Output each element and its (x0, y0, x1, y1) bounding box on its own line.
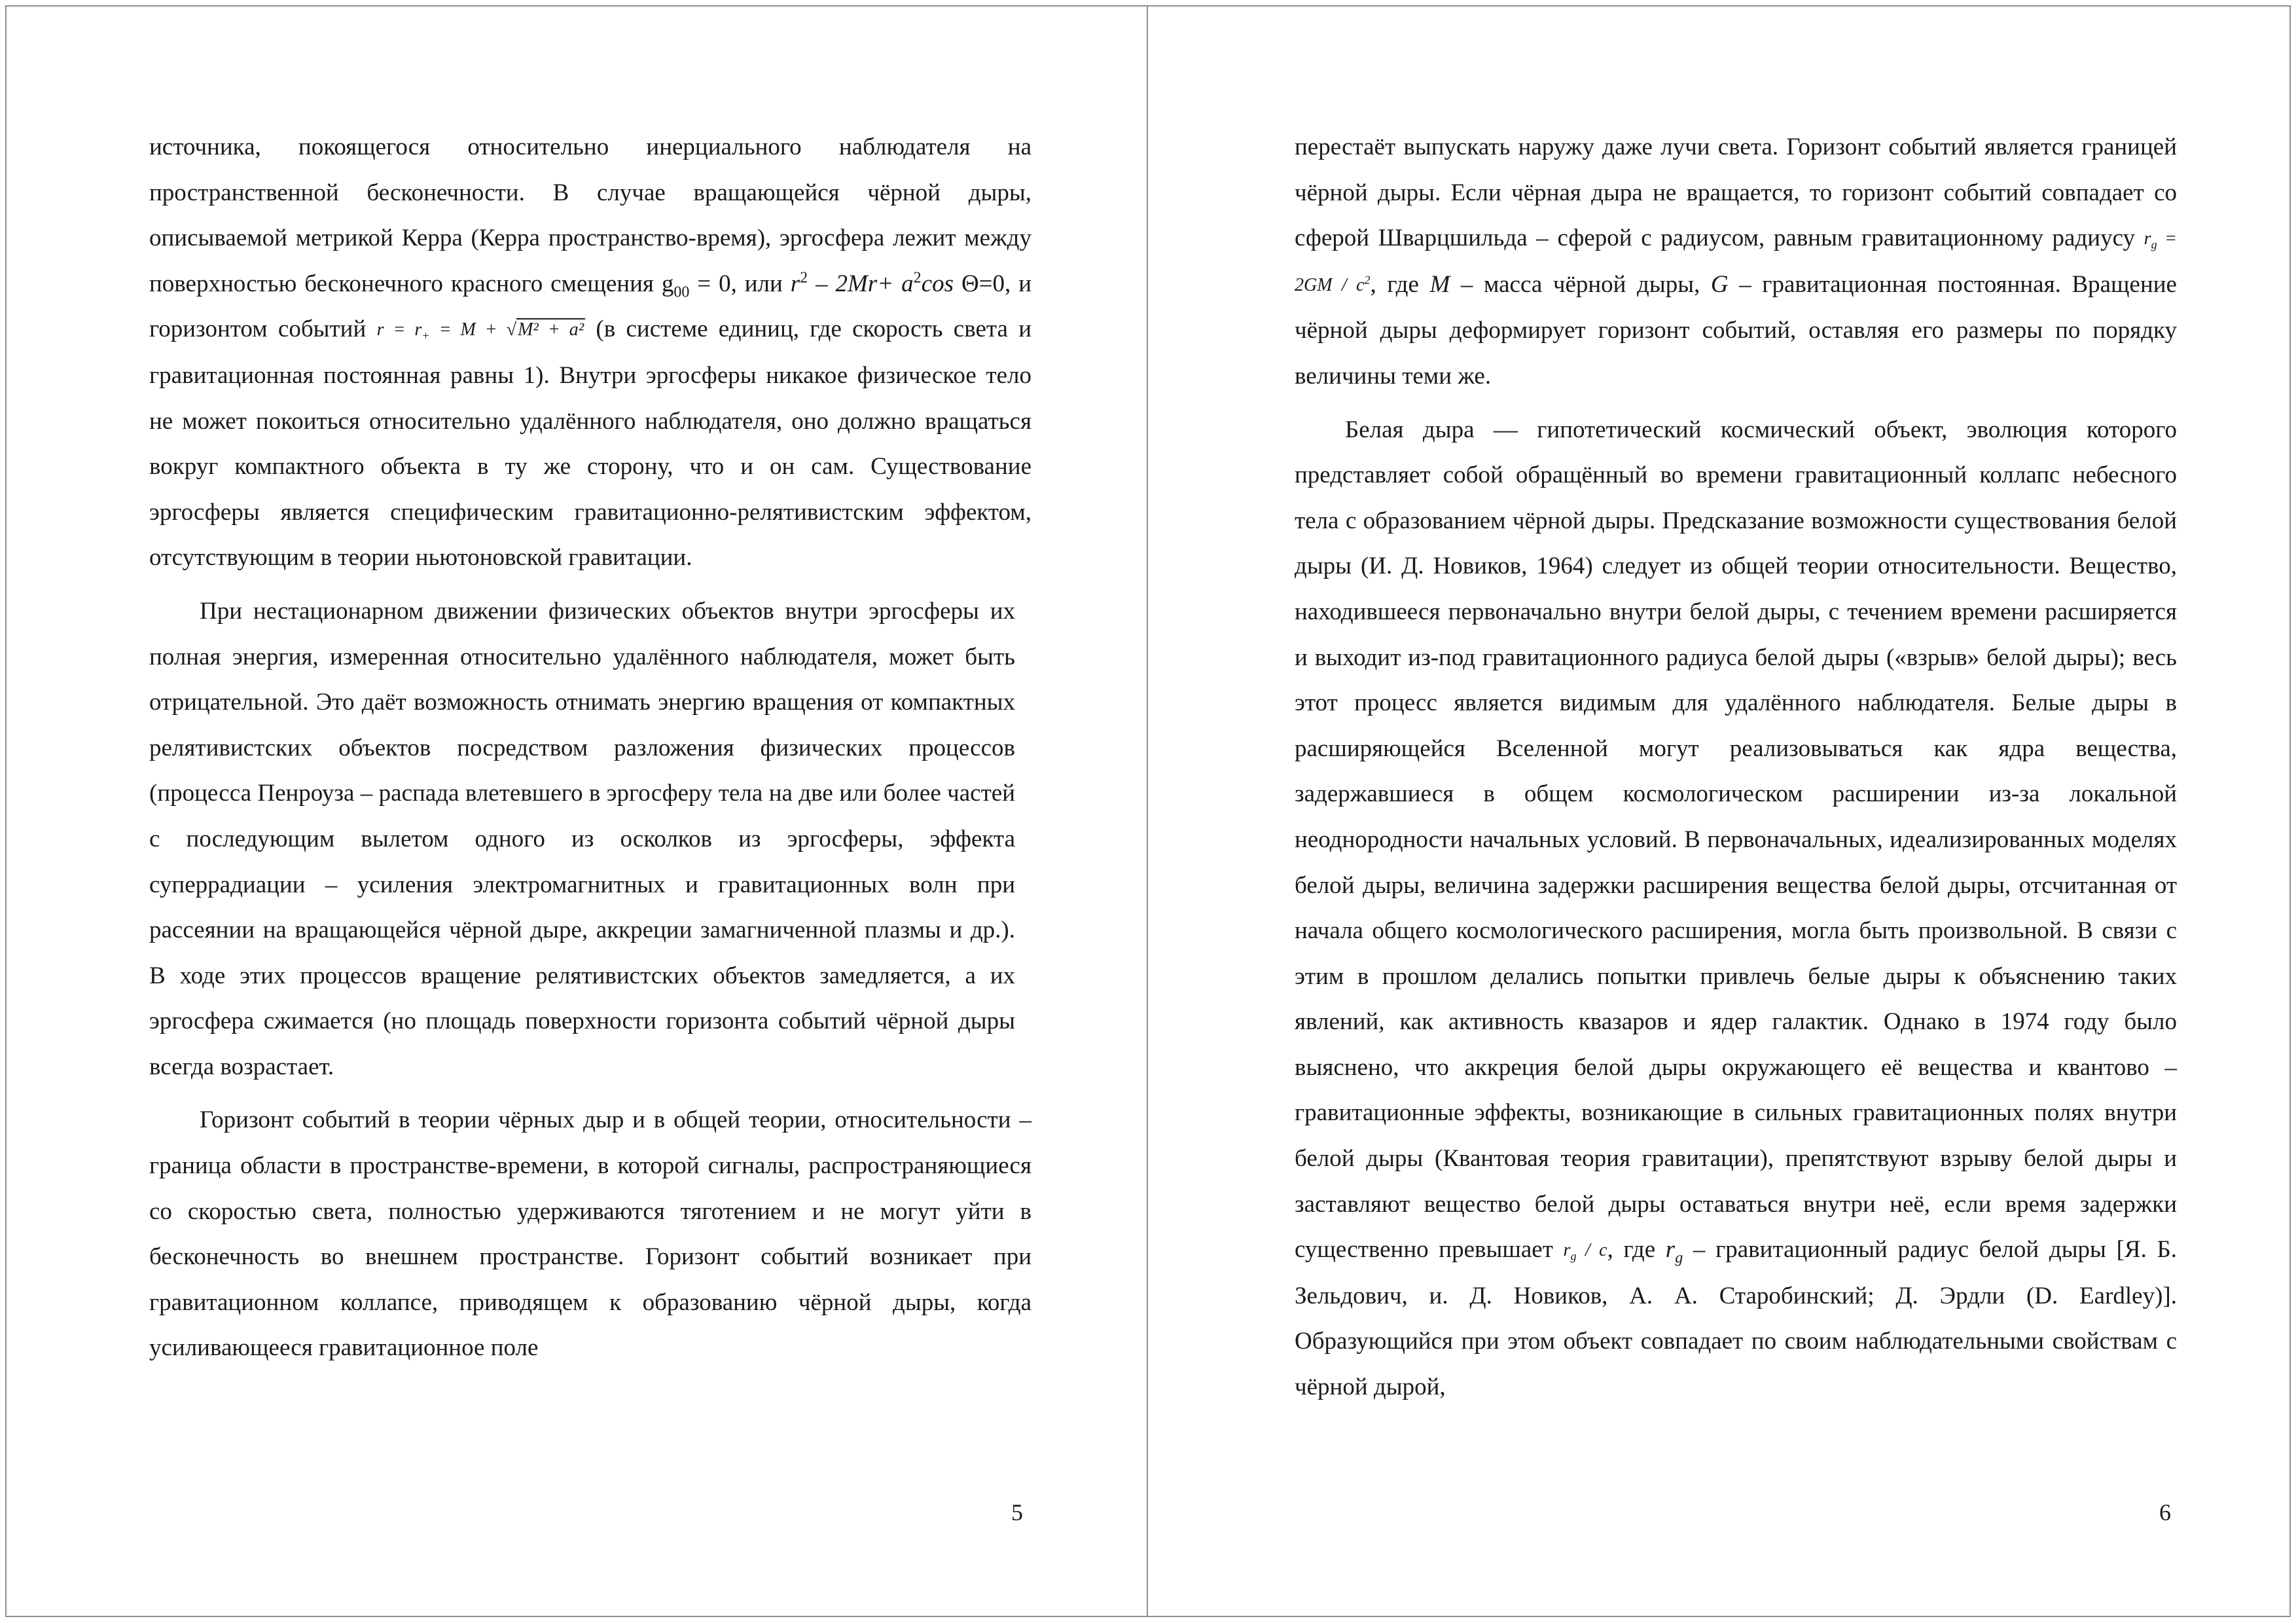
paragraph-ergosphere-definition: источника, покоящегося относительно инерциального наблюдателя на пространственной бесконечности. В случае вращающейся чёрной дыры, описываемой метрикой Керра (Керра пространство-время), эргосфера лежит между поверхностью бесконечного красного смещения $g_{00} = 0$, или $r^2 - 2Mr+ a^2\cos$ Θ=0, и горизонтом событий $r = r_+ = M + √M^2 + a^2$ (в системе единиц, где скорость света и гравитационная постоянная равны 1). Внутри эргосферы никакое физическое тело не может покоиться относительно удалённого наблюдателя, оно должно вращаться вокруг компактного объекта в ту же сторону, что и он сам. Существование эргосферы является специфическим гравитационно-релятивистским эффектом, отсутствующим в теории ньютоновской гравитации. (149, 134, 1032, 572)
right-page-text (1295, 124, 2177, 1418)
page-number-left: 5 (1011, 1499, 1023, 1525)
page-number-right: 6 (2159, 1499, 2171, 1525)
paragraph-horizon-boundary: перестаёт выпускать наружу даже лучи света. Горизонт событий является границей чёрной дыры. Если чёрная дыра не вращается, то горизонт событий совпадает со сферой Шварцшильда – сферой с радиусом, равным гравитационному радиусу $r_g = 2GM / c^2$, где M – масса чёрной дыры, G – гравитационная постоянная. Вращение чёрной дыры деформирует горизонт событий, оставляя его размеры по порядку величины теми же. (1295, 134, 2177, 390)
gravitational-radius-formula: $r_g = 2GM / c^2$ (1295, 228, 2177, 295)
paragraph-white-hole: Белая дыра — гипотетический космический объект, эволюция которого представляет собой обращённый во времени гравитационный коллапс небесного тела с образованием чёрной дыры. Предсказание возможности существования белой дыры (И. Д. Новиков, 1964) следует из общей теории относительности. Вещество, находившееся первоначально внутри белой дыры, с течением времени расширяется и выходит из-под гравитационного радиуса белой дыры («взрыв» белой дыры); весь этот процесс является видимым для удалённого наблюдателя. Белые дыры в расширяющейся Вселенной могут реализовываться как ядра вещества, задержавшиеся в общем космологическом расширении из-за локальной неоднородности начальных условий. В первоначальных, идеализированных моделях белой дыры, величина задержки расширения вещества белой дыры, отсчитанная от начала общего космологического расширения, могла быть произвольной. В связи с этим в прошлом делались попытки привлечь белые дыры к объяснению таких явлений, как активность квазаров и ядер галактик. Однако в 1974 году было выяснено, что аккреция белой дыры окружающего её вещества и квантово – гравитационные эффекты, возникающие в сильных гравитационных полях внутри белой дыры (Квантовая теория гравитации), препятствуют взрыву белой дыры и заставляют вещество белой дыры оставаться внутри неё, если время задержки существенно превышает $r_g$ / c, где $r_g$ – гравитационный радиус белой дыры [Я. Б. Зельдович, и. Д. Новиков, А. А. Старобинский; Д. Эрдли (D. Eardley)]. Образующийся при этом объект совпадает по своим наблюдательными свойствам с чёрной дырой, (1295, 416, 2177, 1401)
paragraph-event-horizon: Горизонт событий в теории чёрных дыр и в общей теории, относительности – граница области в пространстве-времени, в которой сигналы, распространяющиеся со скоростью света, полностью удерживаются тяготением и не могут уйти в бесконечность во внешнем пространстве. Горизонт событий возникает при гравитационном коллапсе, приводящем к образованию чёрной дыры, когда усиливающееся гравитационное поле (149, 1106, 1031, 1362)
delay-time-formula: $r_g$ / c (1563, 1240, 1607, 1263)
kerr-horizon-formula: $r = r_+ = M + √M^2 + a^2$ (376, 319, 584, 342)
paragraph-penrose-process: При нестационарном движении физических объектов внутри эргосферы их полная энергия, измеренная относительно удалённого наблюдателя, может быть отрицательной. Это даёт возможность отнимать энергию вращения от компактных релятивистских объектов посредством разложения физических процессов (процесса Пенроуза – распада влетевшего в эргосферу тела на две или более частей с последующим вылетом одного из осколков из эргосферы, эффекта суперрадиации – усиления электромагнитных и гравитационных волн при рассеянии на вращающейся чёрной дыре, аккреции замагниченной плазмы и др.). В ходе этих процессов вращение релятивистских объектов замедляется, а их эргосфера сжимается (но площадь поверхности горизонта событий чёрной дыры всегда возрастает. (149, 597, 1015, 1080)
left-page-text (149, 124, 1031, 1379)
right-page (1148, 5, 2291, 1617)
left-page (5, 5, 1147, 1617)
